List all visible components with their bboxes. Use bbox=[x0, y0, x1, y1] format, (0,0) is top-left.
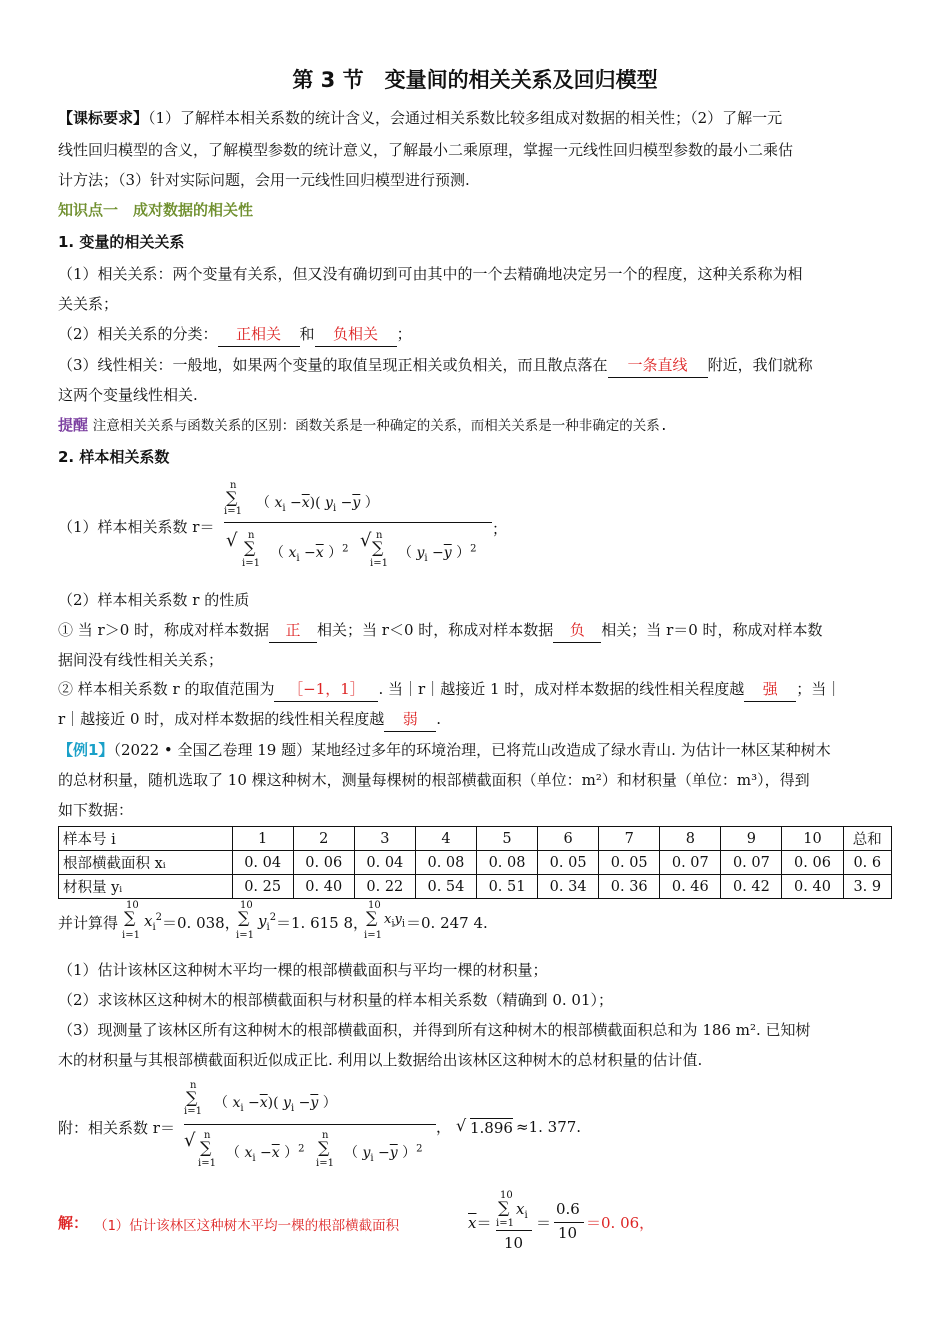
table-cell: 0. 46 bbox=[660, 875, 721, 899]
table-cell: 总和 bbox=[843, 827, 891, 851]
c2-c: ；当｜ bbox=[796, 680, 842, 698]
table-cell: 4 bbox=[415, 827, 476, 851]
table-row-y bbox=[59, 875, 892, 899]
example-line-2: 的总材积量，随机选取了 10 棵这种树木，测量每棵树的根部横截面积（单位：m²）和材积量（单位：m³），得到 bbox=[58, 771, 810, 789]
blank-negative: 负相关 bbox=[315, 322, 397, 347]
table-cell: 0. 08 bbox=[476, 851, 537, 875]
example-text-1: （2022 • 全国乙卷理 19 题）某地经过多年的环境治理，已将荒山改造成了绿水青山. 为估计一林区某种树木 bbox=[113, 741, 831, 759]
solution-den-2: 10 bbox=[558, 1224, 578, 1242]
table-cell: 材积量 yᵢ bbox=[59, 875, 233, 899]
table-cell: 0. 6 bbox=[843, 851, 891, 875]
requirement-label: 【课标要求】 bbox=[58, 109, 149, 127]
solution-label: 解： bbox=[58, 1214, 89, 1232]
table-header-row bbox=[59, 827, 892, 851]
example-line-1 bbox=[58, 738, 892, 762]
requirement-line-1 bbox=[58, 106, 892, 130]
table-cell: 0. 04 bbox=[354, 851, 415, 875]
sec1-p2 bbox=[58, 322, 892, 347]
c2-e: . bbox=[436, 710, 442, 728]
c2-b: . 当｜r｜越接近 1 时，成对样本数据的线性相关程度越 bbox=[378, 680, 745, 698]
sec2-c1 bbox=[58, 618, 892, 643]
solution-result: ＝0. 06， bbox=[586, 1214, 655, 1232]
table-cell: 0. 05 bbox=[538, 851, 599, 875]
table-cell: 8 bbox=[660, 827, 721, 851]
table-cell: 3 bbox=[354, 827, 415, 851]
solution-num: 0.6 bbox=[556, 1200, 580, 1218]
table-cell: 0. 22 bbox=[354, 875, 415, 899]
table-cell: 0. 34 bbox=[538, 875, 599, 899]
sec1-p3b: 这两个变量线性相关. bbox=[58, 386, 198, 404]
table-cell: 9 bbox=[721, 827, 782, 851]
sec1-p2-post: ； bbox=[396, 325, 412, 343]
table-cell: 0. 36 bbox=[599, 875, 660, 899]
formula1-label: （1）样本相关系数 r＝ bbox=[58, 518, 215, 536]
c1-b: 相关；当 r＜0 时，称成对样本数据 bbox=[317, 621, 554, 639]
table-cell: 0. 25 bbox=[232, 875, 293, 899]
table-cell: 0. 07 bbox=[721, 851, 782, 875]
table-cell: 0. 40 bbox=[782, 875, 843, 899]
table-cell: 5 bbox=[476, 827, 537, 851]
sec1-p1b: 关关系； bbox=[58, 295, 119, 313]
table-cell: 7 bbox=[599, 827, 660, 851]
sec1-p3 bbox=[58, 353, 892, 378]
correlation-formula: n ∑ i=1 （ $x_i -\overline{x}$)( $y_i -\overline{y}$ ） ； √ n ∑ i=1 （ $x_i -\overline{x}$ ）$^2$ √ n ∑ i=1 （ $y_i -\overline{y}$ ）$^2$ bbox=[224, 480, 508, 569]
question-3a: （3）现测量了该林区所有这种树木的根部横截面积，并得到所有这种树木的根部横截面积总和为 186 m². 已知树 bbox=[58, 1021, 811, 1039]
table-cell: 0. 04 bbox=[232, 851, 293, 875]
requirement-line-2: 线性回归模型的含义，了解模型参数的统计意义，了解最小二乘原理，掌握一元线性回归模型参数的最小二乘估 bbox=[58, 141, 794, 159]
data-table bbox=[58, 826, 892, 899]
requirement-text-1: （1）了解样本相关系数的统计含义，会通过相关系数比较多组成对数据的相关性；（2）了解一元 bbox=[148, 109, 783, 127]
table-cell: 0. 08 bbox=[415, 851, 476, 875]
sec1-p2-mid: 和 bbox=[299, 325, 315, 343]
sec2-c2d bbox=[58, 707, 892, 732]
sec1-p2-pre: （2）相关关系的分类： bbox=[58, 325, 218, 343]
table-row-x bbox=[59, 851, 892, 875]
blank-neg: 负 bbox=[553, 618, 601, 643]
table-cell: 0. 54 bbox=[415, 875, 476, 899]
question-2: （2）求该林区这种树木的根部横截面积与材积量的样本相关系数（精确到 0. 01）； bbox=[58, 991, 613, 1009]
c1-c: 相关；当 r＝0 时，称成对样本数 bbox=[601, 621, 823, 639]
sec1-p3-pre: （3）线性相关：一般地，如果两个变量的取值呈现正相关或负相关，而且散点落在 bbox=[58, 356, 608, 374]
question-3b: 木的材积量与其根部横截面积近似成正比. 利用以上数据给出该林区这种树木的总材积量的估计值. bbox=[58, 1051, 703, 1069]
appendix-sqrt: 1.896 bbox=[470, 1119, 513, 1137]
appendix-label: 附：相关系数 r＝ bbox=[58, 1119, 175, 1137]
sec1-p1a: （1）相关关系：两个变量有关系，但又没有确切到可由其中的一个去精确地决定另一个的程度，这种关系称为相 bbox=[58, 265, 803, 283]
c1-a: ① 当 r＞0 时，称成对样本数据 bbox=[58, 621, 270, 639]
sec2-c2 bbox=[58, 677, 892, 702]
calc-v1: ＝0. 038， bbox=[162, 914, 240, 932]
table-cell: 根部横截面积 xᵢ bbox=[59, 851, 233, 875]
table-cell: 0. 07 bbox=[660, 851, 721, 875]
appendix-approx: ≈1. 377. bbox=[516, 1118, 582, 1136]
table-cell: 6 bbox=[538, 827, 599, 851]
blank-pos: 正 bbox=[269, 618, 317, 643]
solution: 解： （1）估计该林区这种树木平均一棵的根部横截面积 $\overline{x}=$ 10 ∑ i=1 $x_i$ 10 ＝ 0.6 10 ＝0. 06， bbox=[58, 1190, 655, 1252]
c2-d: r｜越接近 0 时，成对样本数据的线性相关程度越 bbox=[58, 710, 385, 728]
sec1-p3-post: 附近，我们就称 bbox=[707, 356, 813, 374]
table-cell: 10 bbox=[782, 827, 843, 851]
reminder-label: 提醒 bbox=[58, 416, 89, 434]
calc-v2: ＝1. 615 8， bbox=[276, 914, 369, 932]
c2-a: ② 样本相关系数 r 的取值范围为 bbox=[58, 680, 275, 698]
table-cell: 0. 40 bbox=[293, 875, 354, 899]
blank-range: ［−1，1］ bbox=[274, 677, 378, 702]
table-cell: 1 bbox=[232, 827, 293, 851]
blank-weak: 弱 bbox=[384, 707, 436, 732]
appendix-formula: n ∑ i=1 （ $x_i -\overline{x}$)( $y_i -\overline{y}$ ） ， √ 1.896 ≈1. 377. √ n ∑ i=1 （ $x_i -\overline{x}$ ）$^2$ n ∑ i=1 （ $y_i -\overline{y}$ ）$^2$ bbox=[184, 1080, 582, 1169]
example-label: 【例1】 bbox=[58, 741, 114, 759]
table-cell: 0. 42 bbox=[721, 875, 782, 899]
blank-strong: 强 bbox=[744, 677, 796, 702]
calc-pre: 并计算得 bbox=[58, 914, 119, 932]
blank-line: 一条直线 bbox=[608, 353, 708, 378]
table-cell: 样本号 i bbox=[59, 827, 233, 851]
section2-heading: 2. 样本相关系数 bbox=[58, 448, 170, 466]
table-cell: 0. 06 bbox=[293, 851, 354, 875]
table-cell: 0. 51 bbox=[476, 875, 537, 899]
calc-v3: ＝0. 247 4. bbox=[406, 914, 488, 932]
sec2-p2: （2）样本相关系数 r 的性质 bbox=[58, 591, 250, 609]
question-1: （1）估计该林区这种树木平均一棵的根部横截面积与平均一棵的材积量； bbox=[58, 961, 548, 979]
section1-heading: 1. 变量的相关关系 bbox=[58, 233, 185, 251]
knowledge-heading: 知识点一 成对数据的相关性 bbox=[58, 201, 254, 219]
page-title: 第 3 节 变量间的相关关系及回归模型 bbox=[292, 68, 658, 92]
table-cell: 2 bbox=[293, 827, 354, 851]
reminder bbox=[58, 413, 892, 438]
solution-text: （1）估计该林区这种树木平均一棵的根部横截面积 bbox=[94, 1218, 400, 1234]
table-cell: 0. 05 bbox=[599, 851, 660, 875]
calc-line: 并计算得 10 ∑ i=1 $x_i^2$ ＝0. 038， 10 ∑ i=1 $y_i^2$ ＝1. 615 8， 10 ∑ i=1 $x_iy_i$ ＝0. 247 4. bbox=[58, 900, 488, 941]
requirement-line-3: 计方法；（3）针对实际问题，会用一元线性回归模型进行预测. bbox=[58, 171, 470, 189]
example-line-3: 如下数据： bbox=[58, 801, 134, 819]
reminder-text: 注意相关关系与函数关系的区别：函数关系是一种确定的关系，而相关关系是一种非确定的关系. bbox=[92, 418, 668, 434]
sec2-c1d: 据间没有线性相关关系； bbox=[58, 651, 224, 669]
table-cell: 0. 06 bbox=[782, 851, 843, 875]
blank-positive: 正相关 bbox=[218, 322, 300, 347]
table-cell: 3. 9 bbox=[843, 875, 891, 899]
solution-den-1: 10 bbox=[504, 1234, 524, 1252]
